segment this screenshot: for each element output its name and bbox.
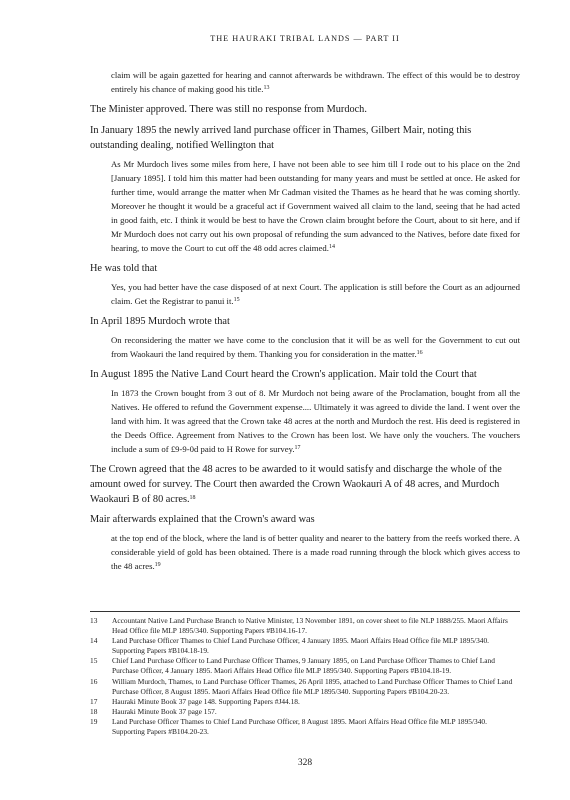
block-text: The Crown agreed that the 48 acres to be awarded to it would satisfy and discharge the whole of the amount owed for survey. The Court then awarded the Crown Waokauri A of 48 acres, and Murdoch Waokauri B of 80 acres. [90,463,502,505]
footnote [90,636,520,656]
block-text: Mair afterwards explained that the Crown's award was [90,514,315,526]
block-quote [111,532,520,574]
running-header: THE HAURAKI TRIBAL LANDS — PART II [210,34,400,43]
block-text: Yes, you had better have the case disposed of at next Court. The application is still before the Court as an adjourned claim. Get the Registrar to panui it. [111,281,520,306]
footnote-number: 16 [90,676,98,686]
footnote [90,717,520,737]
paragraph [90,314,520,329]
block-text: On reconsidering the matter we have come to the conclusion that it will be as well for the Government to cut out from Waokauri the land required by them. Thanking you for consideration in the matter. [111,334,520,359]
footnote [90,677,520,697]
paragraph [90,367,520,382]
footnote [90,697,520,707]
block-text: In April 1895 Murdoch wrote that [90,315,230,327]
footnote-number: 13 [90,616,98,625]
body-text [90,69,520,574]
footnote-ref: 14 [328,243,335,250]
footnote-number: 14 [90,636,98,646]
footnote-ref: 18 [189,494,196,501]
footnote-text: Chief Land Purchase Officer to Land Purchase Officer Thames, 9 January 1895, on Land Purchase Officer Thames to Chief Land Purchase Officer, 4 January 1895. Maori Affairs Head Office file MLP 1895/340. Supporting Papers #B104.18-19. [112,656,495,676]
paragraph [90,261,520,276]
block-text: He was told that [90,262,158,274]
block-quote [111,387,520,457]
block-quote [111,334,520,362]
paragraph [90,462,520,508]
footnote [90,616,520,636]
block-text: The Minister approved. There was still no response from Murdoch. [90,103,367,115]
footnote-ref: 13 [263,84,270,91]
footnote-text: Accountant Native Land Purchase Branch to Native Minister, 13 November 1891, on cover sheet to file NLP 1888/255. Maori Affairs Head Office file MLP 1895/340. Supporting Papers #B104.16-17. [112,616,508,636]
block-quote [111,281,520,309]
footnote-text: Hauraki Minute Book 37 page 148. Supporting Papers #J44.18. [112,696,300,706]
footnote [90,656,520,676]
block-text: In August 1895 the Native Land Court heard the Crown's application. Mair told the Court that [90,368,477,380]
paragraph [90,102,520,117]
footnote-text: Land Purchase Officer Thames to Chief Land Purchase Officer, 4 January 1895. Maori Affairs Head Office file MLP 1895/340. Supporting Papers #B104.18-19. [112,636,489,656]
paragraph [90,123,520,153]
footnote-ref: 17 [294,444,301,451]
footnote-text: Land Purchase Officer Thames to Chief Land Purchase Officer, 8 August 1895. Maori Affairs Head Office file MLP 1895/340. Supporting Papers #B104.20-23. [112,716,487,737]
block-text: In 1873 the Crown bought from 3 out of 8. Mr Murdoch not being aware of the Proclamation, bought from all the Natives. He offered to refund the Government expense.... Ultimately it was agreed to divide the land. I went over the land with him. It was agreed that the Crown take 48 acres at the north and Murdoch the rest. His deed is registered in the Deeds Office. Agreement from Natives to the Crown has been lost. We have only the vouchers. The vouchers include a sum of £9-9-0d paid to H Rowe for survey. [111,388,520,454]
footnote-ref: 16 [416,349,423,356]
footnote-text: William Murdoch, Thames, to Land Purchase Officer Thames, 26 April 1895, attached to Land Purchase Officer Thames to Chief Land Purchase Officer, 8 August 1895. Maori Affairs Head Office file MLP 1895/340. Supporting Papers #B104.20-23. [112,676,513,696]
footnote-text: Hauraki Minute Book 37 page 157. [112,706,217,716]
block-quote [111,69,520,97]
block-quote [111,158,520,255]
page-number: 328 [297,758,313,768]
block-text: As Mr Murdoch lives some miles from here, I have not been able to see him till I rode out to his place on the 2nd [January 1895]. I told him this matter had been outstanding for many years and must be settled at once. He asked for further time, would arrange the matter when Mr Cadman visited the Thames as he heard that he was coming shortly. Moreover he thought it would be a graceful act if Government waived all claim to the land, seeing that he had acted in good faith, etc. I think it would be best to have the Crown claim brought before the Court, about to sit here, and if Mr Murdoch does not carry out his own proposal of refunding the sum advanced to the Natives, before date fixed for hearing, to move the Court to cut off the 48 odd acres claimed. [111,159,520,253]
footnotes [90,611,520,737]
footnote [90,707,520,717]
footnote-number: 19 [90,716,98,726]
block-text: claim will be again gazetted for hearing and cannot afterwards be withdrawn. The effect of this would be to destroy entirely his chance of making good his title. [111,70,520,94]
footnote-number: 18 [90,706,98,716]
paragraph [90,512,520,527]
footnote-number: 15 [90,656,98,666]
block-text: at the top end of the block, where the land is of better quality and nearer to the battery from the reefs worked there. A considerable yield of gold has been obtained. There is a made road running through the block which gives access to the 48 acres. [111,533,520,572]
block-text: In January 1895 the newly arrived land purchase officer in Thames, Gilbert Mair, noting this outstanding dealing, notified Wellington that [90,125,472,152]
footnote-ref: 19 [154,562,161,569]
footnote-ref: 15 [233,296,240,303]
footnote-number: 17 [90,696,98,706]
